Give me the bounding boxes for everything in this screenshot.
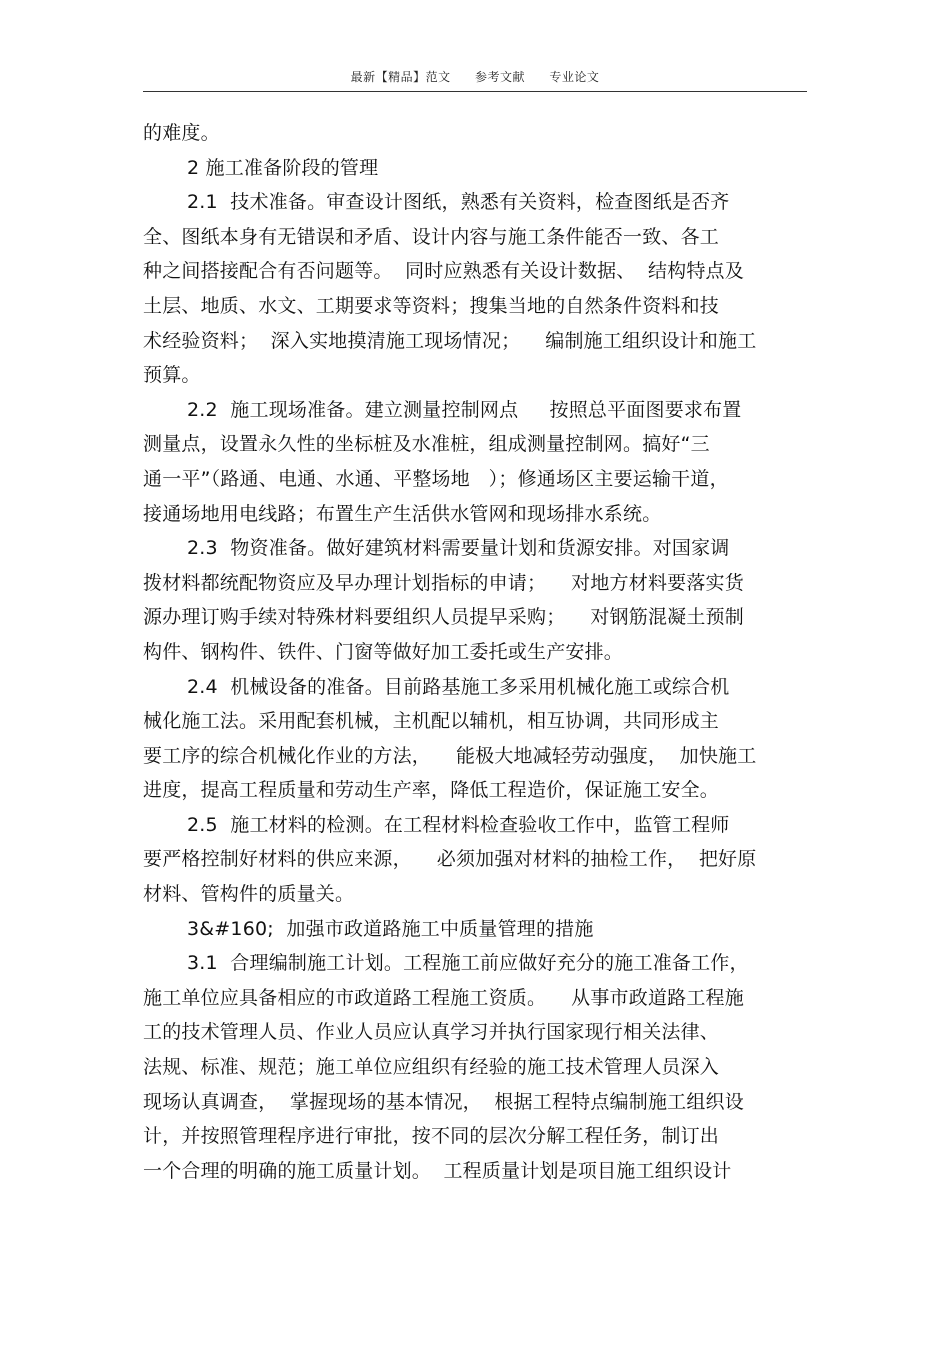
text-line: 进度，提高工程质量和劳动生产率，降低工程造价，保证施工安全。 [143,779,720,802]
text-line: 种之间搭接配合有否问题等。 同时应熟悉有关设计数据、 结构特点及 [143,260,744,283]
text-line: 现场认真调查， 掌握现场的基本情况， 根据工程特点编制施工组织设 [143,1090,744,1113]
text-line: 施工单位应具备相应的市政道路工程施工资质。 从事市政道路工程施 [143,986,744,1009]
header-item-papers: 专业论文 [549,70,600,84]
text-line: 源办理订购手续对特殊材料要组织人员提早采购； 对钢筋混凝土预制 [143,606,744,629]
text-line: 全、图纸本身有无错误和矛盾、设计内容与施工条件能否一致、各工 [143,225,720,248]
text-line: 3.1 合理编制施工计划。工程施工前应做好充分的施工准备工作， [187,952,749,975]
text-line: 2.3 物资准备。做好建筑材料需要量计划和货源安排。对国家调 [187,537,730,560]
text-line: 的难度。 [143,122,220,144]
text-line: 械化施工法。采用配套机械，主机配以辅机，相互协调，共同形成主 [143,710,720,733]
text-line: 2.2 施工现场准备。建立测量控制网点 按照总平面图要求布置 [187,398,742,421]
header-divider [143,91,807,92]
text-line: 要严格控制好材料的供应来源， 必须加强对材料的抽检工作， 把好原 [143,848,757,871]
text-line: 3&#160; 加强市政道路施工中质量管理的措施 [187,917,594,940]
document-body [143,116,807,1188]
text-line: 土层、地质、水文、工期要求等资料；搜集当地的自然条件资料和技 [143,294,720,317]
text-line: 2.5 施工材料的检测。在工程材料检查验收工作中，监管工程师 [187,813,730,836]
text-line: 2 施工准备阶段的管理 [187,156,379,179]
text-line: 2.4 机械设备的准备。目前路基施工多采用机械化施工或综合机 [187,675,730,698]
text-line: 要工序的综合机械化作业的方法， 能极大地减轻劳动强度， 加快施工 [143,744,757,767]
text-line: 构件、钢构件、铁件、门窗等做好加工委托或生产安排。 [143,640,624,663]
text-line: 测量点，设置永久性的坐标桩及水准桩，组成测量控制网。搞好“三 [143,433,710,456]
text-line: 一个合理的明确的施工质量计划。 工程质量计划是项目施工组织设计 [143,1159,732,1182]
header-item-references: 参考文献 [474,70,525,84]
page-header [143,66,807,88]
text-line: 接通场地用电线路；布置生产生活供水管网和现场排水系统。 [143,502,662,525]
text-line: 术经验资料； 深入实地摸清施工现场情况； 编制施工组织设计和施工 [143,329,757,352]
text-line: 法规、标准、规范；施工单位应组织有经验的施工技术管理人员深入 [143,1056,720,1079]
text-line: 拨材料都统配物资应及早办理计划指标的申请； 对地方材料要落实货 [143,571,744,594]
text-line: 预算。 [143,364,201,387]
text-line: 2.1 技术准备。审查设计图纸，熟悉有关资料，检查图纸是否齐 [187,191,730,214]
text-line: 工的技术管理人员、作业人员应认真学习并执行国家现行相关法律、 [143,1021,720,1044]
header-item-fanwen: 最新【精品】范文 [350,70,451,84]
text-line: 通一平”（路通、电通、水通、平整场地 ）；修通场区主要运输干道， [143,467,729,490]
text-line: 计，并按照管理程序进行审批，按不同的层次分解工程任务，制订出 [143,1125,720,1148]
text-line: 材料、管构件的质量关。 [143,883,355,906]
